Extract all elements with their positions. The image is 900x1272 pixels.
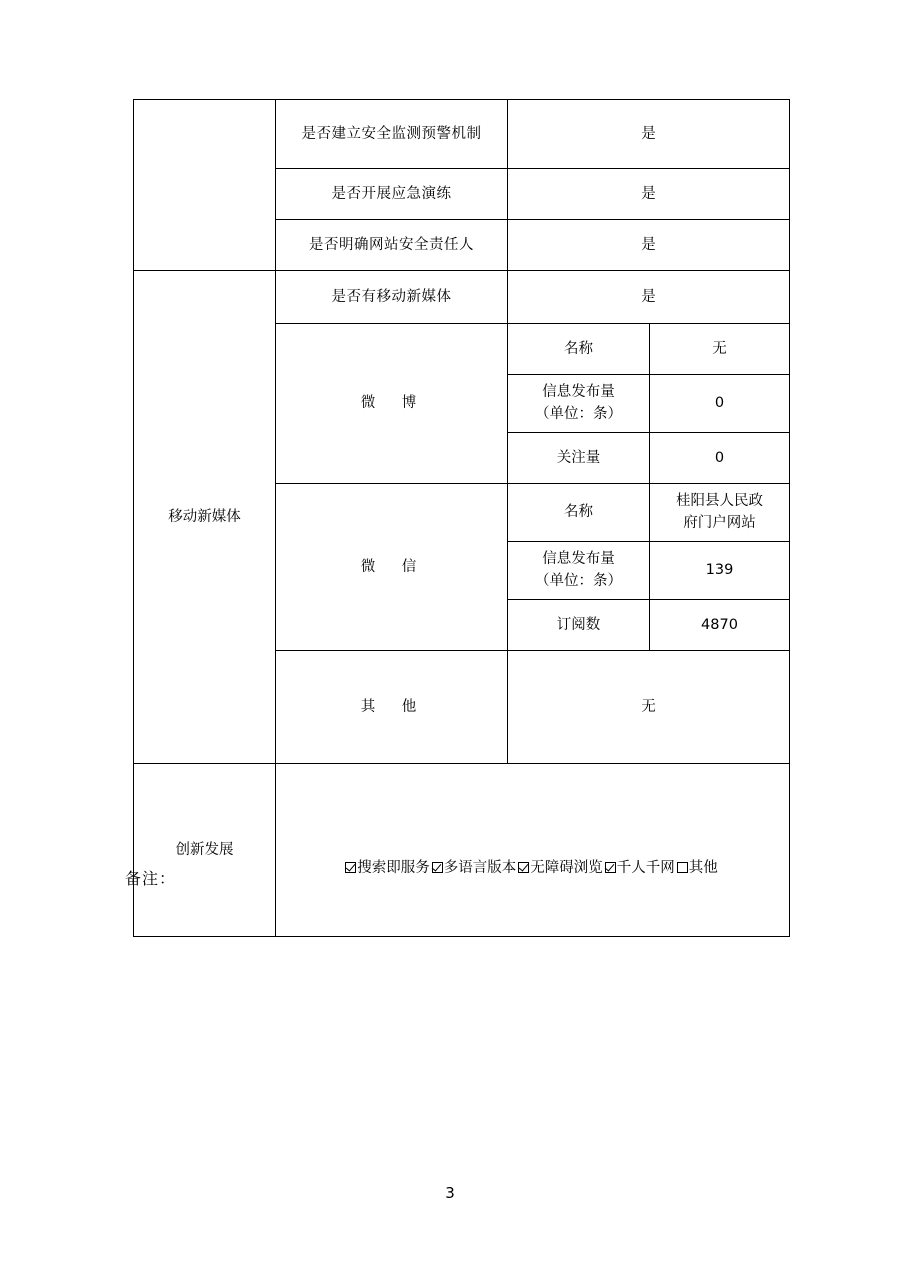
checkbox-checked-icon[interactable] bbox=[605, 862, 616, 873]
checkbox-checked-icon[interactable] bbox=[345, 862, 356, 873]
table-row bbox=[134, 271, 790, 324]
security-row-value-2: 是 bbox=[508, 220, 790, 271]
weixin-item-value-1: 139 bbox=[650, 541, 790, 599]
checkbox-checked-icon[interactable] bbox=[518, 862, 529, 873]
weixin-item-key-0: 名称 bbox=[508, 483, 650, 541]
innovation-option-2-label: 无障碍浏览 bbox=[530, 859, 603, 876]
weibo-item-value-2: 0 bbox=[650, 432, 790, 483]
other-media-label: 其 他 bbox=[276, 650, 508, 763]
innovation-options-cell bbox=[276, 763, 790, 936]
page-number: 3 bbox=[445, 1184, 455, 1202]
weixin-item-key-1 bbox=[508, 541, 650, 599]
remark-label: 备注： bbox=[125, 869, 177, 888]
table-row bbox=[134, 100, 790, 169]
innovation-option-2[interactable] bbox=[518, 860, 603, 876]
checkbox-unchecked-icon[interactable] bbox=[677, 862, 688, 873]
security-row-value-0: 是 bbox=[508, 100, 790, 169]
weibo-item-value-1: 0 bbox=[650, 375, 790, 433]
checkbox-checked-icon[interactable] bbox=[432, 862, 443, 873]
innovation-label: 创新发展 bbox=[134, 763, 276, 936]
weibo-item-value-0: 无 bbox=[650, 324, 790, 375]
has-mobile-media-value: 是 bbox=[508, 271, 790, 324]
weibo-item-key-1-line2: （单位：条） bbox=[535, 406, 622, 423]
innovation-option-3[interactable] bbox=[605, 860, 675, 876]
innovation-option-3-label: 千人千网 bbox=[616, 859, 675, 876]
weixin-item-value-0-line2: 府门户网站 bbox=[683, 515, 756, 532]
security-section-blank-cell bbox=[134, 100, 276, 271]
mobile-media-section-label: 移动新媒体 bbox=[134, 271, 276, 764]
weibo-label: 微 博 bbox=[276, 324, 508, 484]
security-row-label-0: 是否建立安全监测预警机制 bbox=[276, 100, 508, 169]
weibo-item-key-1 bbox=[508, 375, 650, 433]
innovation-options-list bbox=[280, 821, 785, 879]
weixin-item-value-2: 4870 bbox=[650, 599, 790, 650]
weixin-item-value-0-line1: 桂阳县人民政 bbox=[676, 492, 763, 509]
weixin-item-key-1-line2: （单位：条） bbox=[535, 573, 622, 590]
website-report-table bbox=[133, 99, 790, 937]
innovation-option-0[interactable] bbox=[345, 860, 430, 876]
security-row-value-1: 是 bbox=[508, 169, 790, 220]
security-row-label-1: 是否开展应急演练 bbox=[276, 169, 508, 220]
weibo-item-key-0: 名称 bbox=[508, 324, 650, 375]
weixin-item-value-0 bbox=[650, 483, 790, 541]
other-media-value: 无 bbox=[508, 650, 790, 763]
security-row-label-2: 是否明确网站安全责任人 bbox=[276, 220, 508, 271]
innovation-option-0-label: 搜索即服务 bbox=[357, 859, 430, 876]
innovation-option-1-label: 多语言版本 bbox=[443, 859, 517, 876]
weixin-label: 微 信 bbox=[276, 483, 508, 650]
has-mobile-media-label: 是否有移动新媒体 bbox=[276, 271, 508, 324]
weixin-item-key-1-line1: 信息发布量 bbox=[542, 550, 615, 567]
innovation-option-4[interactable] bbox=[677, 860, 718, 876]
weibo-item-key-2: 关注量 bbox=[508, 432, 650, 483]
table-row bbox=[134, 763, 790, 936]
weibo-item-key-1-line1: 信息发布量 bbox=[542, 384, 615, 400]
innovation-option-4-label: 其他 bbox=[688, 859, 718, 876]
innovation-option-1[interactable] bbox=[432, 860, 517, 876]
weixin-item-key-2: 订阅数 bbox=[508, 599, 650, 650]
